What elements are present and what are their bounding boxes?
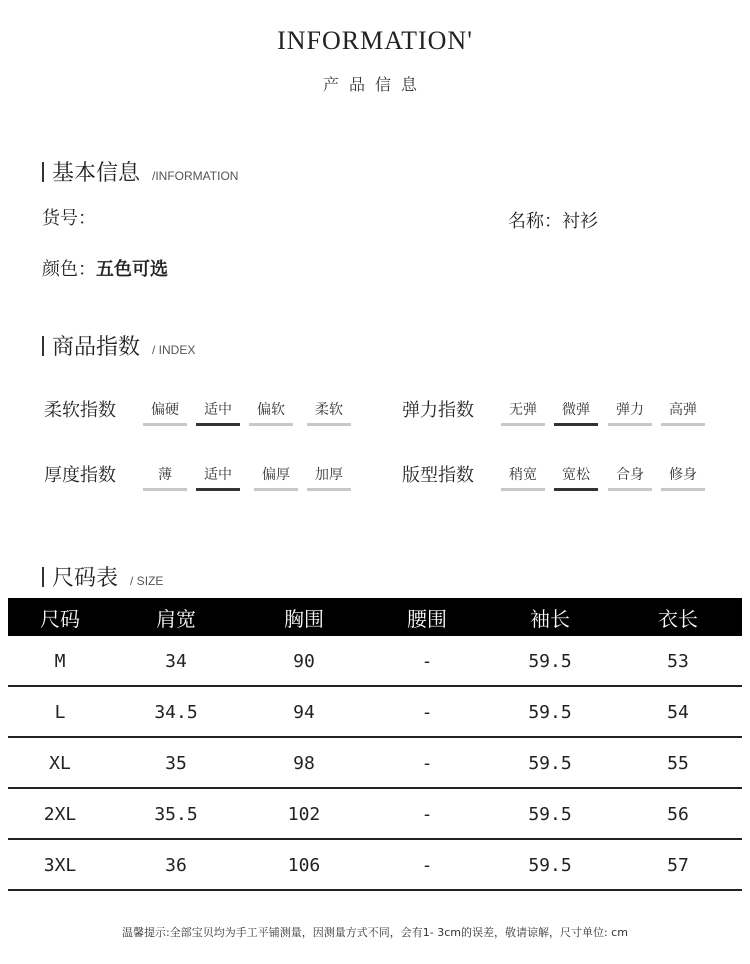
table-cell: 36: [112, 839, 240, 890]
option-label: 微弹: [562, 402, 590, 418]
option-underline: [249, 423, 293, 426]
column-header: 尺码: [8, 598, 112, 636]
column-header: 肩宽: [112, 598, 240, 636]
table-cell: 106: [240, 839, 368, 890]
index-option-selected: [554, 399, 598, 426]
index-option: [608, 399, 652, 426]
section-title-en: / SIZE: [130, 574, 164, 588]
section-marker: [42, 336, 44, 356]
table-cell: -: [368, 737, 486, 788]
table-cell: 98: [240, 737, 368, 788]
section-size-heading: [42, 561, 163, 592]
table-cell: -: [368, 839, 486, 890]
option-label: 适中: [204, 402, 232, 418]
index-label-fit: 版型指数: [402, 465, 474, 486]
table-cell: 59.5: [486, 686, 614, 737]
table-cell: 90: [240, 636, 368, 686]
table-cell: 3XL: [8, 839, 112, 890]
option-underline: [501, 423, 545, 426]
section-title: 商品指数: [52, 335, 141, 360]
option-underline: [307, 423, 351, 426]
product-color: [42, 255, 168, 281]
table-cell: 53: [614, 636, 742, 686]
option-label: 无弹: [509, 402, 537, 418]
table-cell: 94: [240, 686, 368, 737]
table-cell: 54: [614, 686, 742, 737]
page-title: INFORMATION': [277, 26, 473, 55]
color-value: 五色可选: [96, 259, 168, 280]
option-label: 薄: [158, 467, 172, 483]
column-header: 腰围: [368, 598, 486, 636]
option-underline: [254, 488, 298, 491]
option-label: 修身: [669, 467, 697, 483]
option-underline: [608, 423, 652, 426]
option-label: 加厚: [315, 467, 343, 483]
table-cell: L: [8, 686, 112, 737]
option-label: 适中: [204, 467, 232, 483]
index-option: [501, 464, 545, 491]
section-marker: [42, 162, 44, 182]
index-option-selected: [196, 464, 240, 491]
table-cell: 59.5: [486, 839, 614, 890]
option-underline: [307, 488, 351, 491]
table-cell: 59.5: [486, 737, 614, 788]
option-underline: [143, 423, 187, 426]
section-title: 基本信息: [52, 161, 141, 186]
index-label-softness: 柔软指数: [44, 400, 116, 421]
column-header: 衣长: [614, 598, 742, 636]
option-label: 偏软: [257, 402, 285, 418]
index-option: [143, 399, 187, 426]
color-label: 颜色：: [42, 259, 96, 280]
table-cell: 102: [240, 788, 368, 839]
index-label-elasticity: 弹力指数: [402, 400, 474, 421]
option-underline: [501, 488, 545, 491]
column-header: 袖长: [486, 598, 614, 636]
table-cell: 34.5: [112, 686, 240, 737]
table-cell: 59.5: [486, 788, 614, 839]
option-label: 弹力: [616, 402, 644, 418]
index-option: [661, 464, 705, 491]
table-cell: -: [368, 686, 486, 737]
index-option: [661, 399, 705, 426]
option-label: 柔软: [315, 402, 343, 418]
product-name: [508, 207, 598, 233]
product-name-value: 衬衫: [562, 211, 598, 232]
table-cell: M: [8, 636, 112, 686]
table-cell: 59.5: [486, 636, 614, 686]
option-label: 稍宽: [509, 467, 537, 483]
column-header: 胸围: [240, 598, 368, 636]
option-underline: [143, 488, 187, 491]
table-cell: XL: [8, 737, 112, 788]
product-name-label: 名称：: [508, 211, 562, 232]
index-option: [143, 464, 187, 491]
section-title: 尺码表: [52, 566, 119, 591]
table-cell: -: [368, 788, 486, 839]
section-marker: [42, 567, 44, 587]
table-cell: 57: [614, 839, 742, 890]
section-basic-heading: [42, 156, 238, 187]
option-underline: [661, 488, 705, 491]
page-subtitle: 产品信息: [322, 75, 427, 94]
measurement-note: 温馨提示:全部宝贝均为手工平铺测量，因测量方式不同，会有1- 3cm的误差，敬请谅解，尺寸单位: cm: [122, 926, 628, 939]
table-header-row: [8, 598, 742, 636]
table-cell: 35.5: [112, 788, 240, 839]
table-cell: -: [368, 636, 486, 686]
index-option: [501, 399, 545, 426]
table-cell: 56: [614, 788, 742, 839]
option-underline: [554, 488, 598, 491]
table-cell: 2XL: [8, 788, 112, 839]
index-option: [307, 464, 351, 491]
section-title-en: / INDEX: [152, 343, 196, 357]
option-label: 合身: [616, 467, 644, 483]
table-cell: 34: [112, 636, 240, 686]
option-underline: [196, 423, 240, 426]
table-cell: 55: [614, 737, 742, 788]
index-label-thickness: 厚度指数: [44, 465, 116, 486]
option-label: 偏硬: [151, 402, 179, 418]
table-row: [8, 737, 742, 788]
table-row: [8, 636, 742, 686]
index-option: [608, 464, 652, 491]
index-option: [307, 399, 351, 426]
section-title-en: /INFORMATION: [152, 169, 239, 183]
option-underline: [554, 423, 598, 426]
item-number-label: 货号：: [42, 208, 96, 229]
table-row: [8, 788, 742, 839]
size-table: [8, 598, 742, 891]
index-option-selected: [196, 399, 240, 426]
section-index-heading: [42, 330, 195, 361]
index-option-selected: [554, 464, 598, 491]
table-cell: 35: [112, 737, 240, 788]
table-row: [8, 839, 742, 890]
option-underline: [608, 488, 652, 491]
index-option: [254, 464, 298, 491]
option-underline: [196, 488, 240, 491]
table-row: [8, 686, 742, 737]
option-label: 高弹: [669, 402, 697, 418]
index-option: [249, 399, 293, 426]
option-underline: [661, 423, 705, 426]
option-label: 宽松: [562, 467, 590, 483]
option-label: 偏厚: [262, 467, 290, 483]
